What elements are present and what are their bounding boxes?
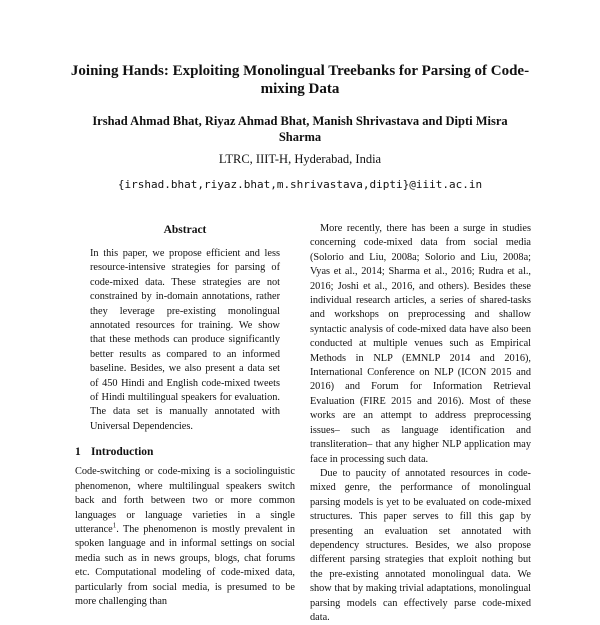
intro-text-part-2: . The phenomenon is mostly prevalent in spoken language and in informal settings on social media such as in news groups, blogs, chat forums etc. Computational modeling of code-mixed data, particularly from social media, is presumed to be more challenging than [75,523,295,607]
left-column [75,222,295,609]
right-column [310,222,531,625]
author-list: Irshad Ahmad Bhat, Riyaz Ahmad Bhat, Manish Shrivastava and Dipti Misra Sharma [92,114,508,144]
introduction-paragraph [75,465,295,609]
section-number: 1 [75,446,81,459]
abstract-text: In this paper, we propose efficient and less resource-intensive strategies for parsing of code-mixed data. These strategies are not constrained by in-domain annotations, rather they leverage pre-existing monolingual annotated resources for training. We show that these methods can produce significantly better results as compared to an informed baseline. Besides, we also present a data set of 450 Hindi and English code-mixed tweets of Hindi multilingual speakers for evaluation. The data set is manually annotated with Universal Dependencies. [90,248,280,432]
contribution-paragraph: Due to paucity of annotated resources in code-mixed genre, the performance of monolingual parsing models is yet to be evaluated on code-mixed structures. This paper serves to fill this gap by presenting an evaluation set annotated with dependency structures. Besides, we also propose different parsing strategies that exploit nothing but the pre-existing annotated monolingual data. We show that by making trivial adaptations, monolingual parsing models can effectively parse code-mixed data. [310,467,531,623]
intro-text-part-1: Code-switching or code-mixing is a sociolinguistic phenomenon, where multilingual speakers switch back and forth between two or more common languages or language varieties in a single utterance [75,466,295,535]
related-work-paragraph: More recently, there has been a surge in studies concerning code-mixed data from social media (Solorio and Liu, 2008a; Solorio and Liu, 2008a; Vyas et al., 2014; Sharma et al., 2016; Rudra et al., 2016; Joshi et al., 2016, and others). Besides these individual research articles, a series of shared-tasks and workshops on preprocessing and shallow syntactic analysis of code-mixed data have also been conducted at multiple venues such as Empirical Methods in NLP (EMNLP 2014 and 2016), International Conference on NLP (ICON 2015 and 2016) and Forum for Information Retrieval Evaluation (FIRE 2015 and 2016). Most of these works are an attempt to address preprocessing issues– such as language identification and transliteration– that any higher NLP application may face in processing such data. [310,223,531,465]
author-emails: {irshad.bhat,riyaz.bhat,m.shrivastava,dipti}@iiit.ac.in [117,178,483,191]
affiliation: LTRC, IIIT-H, Hyderabad, India [218,152,382,166]
abstract-heading: Abstract [163,224,207,236]
footnote-marker[interactable]: 1 [112,521,117,530]
paper-title: Joining Hands: Exploiting Monolingual Treebanks for Parsing of Code-mixing Data [70,63,530,97]
section-title: Introduction [91,446,154,459]
section-heading-introduction [75,444,295,460]
